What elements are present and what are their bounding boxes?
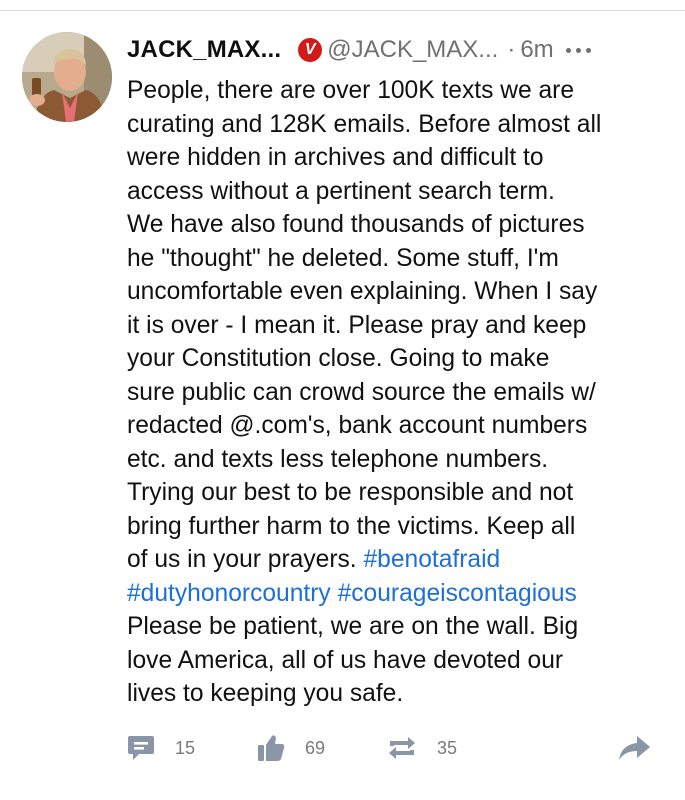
verified-badge-letter: V bbox=[304, 41, 316, 58]
body-line: love America, all of us have devoted our bbox=[127, 646, 564, 674]
body-line: uncomfortable even explaining. When I say bbox=[127, 278, 598, 305]
like-button[interactable] bbox=[257, 730, 325, 766]
post-body bbox=[127, 74, 667, 711]
body-line: We have also found thousands of pictures bbox=[127, 211, 585, 238]
body-line-text: of us in your prayers. bbox=[127, 546, 364, 573]
body-line: redacted @.com's, bank account numbers bbox=[127, 412, 588, 439]
share-arrow-icon bbox=[617, 733, 651, 763]
repost-button[interactable] bbox=[387, 730, 457, 766]
hashtag-dutyhonorcountry[interactable]: #dutyhonorcountry bbox=[127, 579, 331, 607]
body-line: access without a pertinent search term. bbox=[127, 177, 555, 205]
body-line: People, there are over 100K texts we are bbox=[127, 77, 575, 104]
body-line: etc. and texts less telephone numbers. bbox=[127, 445, 549, 473]
thumbs-up-icon bbox=[257, 733, 285, 763]
separator-dot: · bbox=[507, 36, 516, 63]
avatar-photo bbox=[22, 32, 112, 122]
body-line: he "thought" he deleted. Some stuff, I'm bbox=[127, 244, 559, 272]
post-timestamp: 6m bbox=[520, 36, 554, 63]
hashtag-benotafraid[interactable]: #benotafraid bbox=[363, 546, 501, 573]
repost-count: 35 bbox=[437, 737, 458, 758]
more-options-icon[interactable] bbox=[566, 48, 591, 53]
body-line: it is over - I mean it. Please pray and keep bbox=[127, 311, 587, 339]
body-line: your Constitution close. Going to make bbox=[127, 345, 550, 372]
post-actions-bar bbox=[127, 730, 667, 766]
hashtag-space bbox=[331, 580, 338, 607]
body-line: Trying our best to be responsible and not bbox=[127, 479, 574, 506]
display-name[interactable]: JACK_MAX... bbox=[127, 36, 282, 63]
comment-button[interactable] bbox=[127, 730, 195, 766]
comment-icon bbox=[127, 733, 155, 763]
avatar[interactable] bbox=[22, 32, 112, 122]
body-line: Please be patient, we are on the wall. Big bbox=[127, 613, 579, 640]
post-header bbox=[127, 30, 667, 70]
body-line: lives to keeping you safe. bbox=[127, 680, 404, 707]
hashtag-courageiscontagious[interactable]: #courageiscontagious bbox=[337, 579, 577, 607]
body-line: were hidden in archives and difficult to bbox=[127, 144, 544, 171]
body-line: curating and 128K emails. Before almost all bbox=[127, 110, 602, 138]
comment-count: 15 bbox=[175, 737, 196, 758]
share-button[interactable] bbox=[617, 730, 651, 766]
body-line-with-hashtag bbox=[127, 543, 667, 577]
like-count: 69 bbox=[305, 737, 326, 758]
body-line: bring further harm to the victims. Keep all bbox=[127, 512, 576, 540]
top-divider bbox=[0, 10, 685, 11]
body-line: sure public can crowd source the emails w/ bbox=[127, 378, 596, 406]
repost-icon bbox=[387, 733, 417, 763]
user-handle[interactable]: @JACK_MAX... bbox=[327, 36, 499, 63]
hashtag-line bbox=[127, 577, 667, 611]
verified-badge-icon bbox=[298, 38, 322, 62]
